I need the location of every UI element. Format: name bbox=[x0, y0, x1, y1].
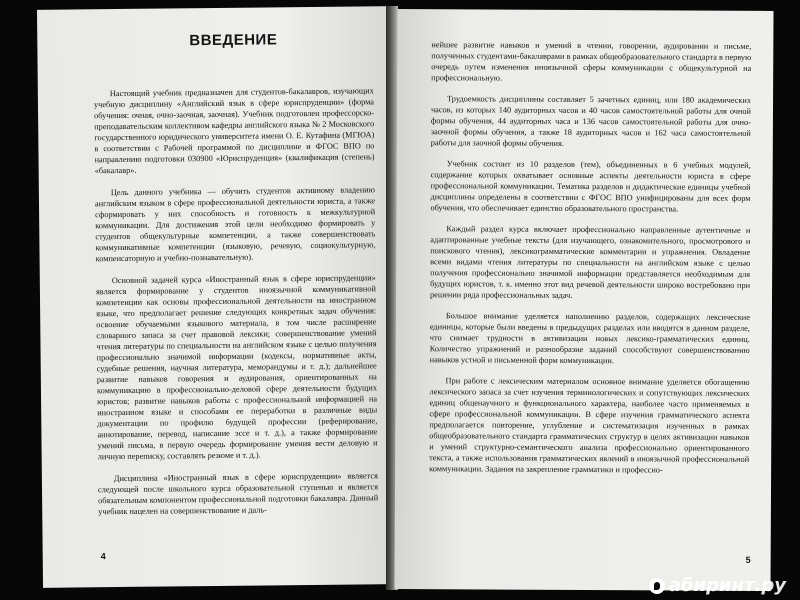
paragraph: Учебник состоит из 10 разделов (тем), объединенных в 6 учебных модулей, содержание которых охватывает основные аспекты деятельности юриста в сфере профессиональной коммуникации. Тематика разделов и дидактические единицы учебной дисциплины определены в соответствии с ФГОС ВПО унифицированы для всех форм обучения, что обеспечивает единство образовательного пространства. bbox=[430, 159, 751, 214]
paragraph: Большое внимание уделяется наполнению разделов, содержащих лексические единицы, которые были введены в предыдущих разделах или вводятся в данном разделе, что снимает трудности в активизации новых лексико-грамматических единиц. Количество упражнений и разнообразие заданий способствуют совершенствованию навыков устной и письменной форм коммуникации. bbox=[429, 311, 750, 366]
watermark-text: абиринт.ру bbox=[668, 575, 786, 596]
bleed-through-text bbox=[133, 16, 373, 41]
paragraph: Дисциплина «Иностранный язык в сфере юриспруденции» является следующей после школьного курса образовательной ступенью и является обязательным компонентом профессиональной подготовки бакалавра. Данный учебник нацелен на совершенствование и даль- bbox=[97, 471, 379, 517]
labirint-logo-icon bbox=[649, 578, 665, 594]
paragraph: При работе с лексическим материалом основное внимание уделяется обогащению лексического запаса за счет изучения терминологических и сопутствующих лексических единиц общенаучного и функционального характера, наиболее часто применяемых в сфере профессиональной коммуникации. В сфере изучения грамматического аспекта предполагается повторение, углубление и систематизация изученных в рамках общеобразовательного стандарта грамматических структур в целях активизации навыков и умений структурно-семантического анализа профессионально ориентированного текста, а также использования грамматических явлений в иноязычной профессиональной коммуникации. Задания на закрепление грамматики и профессио- bbox=[429, 376, 750, 475]
right-page bbox=[394, 9, 773, 591]
paragraph: Настоящий учебник предназначен для студентов-бакалавров, изучающих учебную дисциплину «Английский язык в сфере юриспруденции» (форма обучения: очная, очно-заочная, заочная). Учебник подготовлен профессорско-преподавательским коллективом кафедры английского языка № 2 Московского государственного юридического университета имени О. Е. Кутафина (МГЮА) в соответствии с Рабочей программой по дисциплине и ФГОС ВПО по направлению подготовки 030900 «Юриспруденция» (квалификация (степень) «бакалавр». bbox=[93, 86, 375, 176]
paragraph: нейшее развитие навыков и умений в чтении, говорении, аудировании и письме, полученных студентами-бакалаврами в рамках общеобразовательного стандарта в первую очередь путем изменения иноязычной сферы коммуникации с общекультурной на профессиональную. bbox=[431, 40, 752, 83]
left-page bbox=[37, 6, 393, 588]
page-number: 5 bbox=[745, 554, 751, 565]
page-number: 4 bbox=[100, 551, 106, 562]
paragraph: Трудоемкость дисциплины составляет 5 зачетных единиц, или 180 академических часов, из которых 140 аудиторных часов и 40 часов самостоятельной работы для очной формы обучения, 44 аудиторных часа и 136 часов самостоятельной работы для очно-заочной формы обучения, а также 18 аудиторных часов и 162 часа самостоятельной работы для заочной формы обучения. bbox=[430, 94, 752, 148]
page-title: ВВЕДЕНИЕ bbox=[189, 31, 278, 50]
paragraph: Основной задачей курса «Иностранный язык в сфере юриспруденции» является формирование у студентов иноязычной коммуникативной компетенции как основы профессиональной деятельности на иностранном языке, что предполагает решение следующих конкретных задач обучения: освоение обучаемыми языкового материала, в том числе расширение словарного запаса за счет правовой лексики; совершенствование умений чтения литературы по специальности на английском языке с целью получения профессионально значимой информации (кодексы, нормативные акты, судебные решения, научная литература, меморандумы и т. д.); дальнейшее развитие навыков говорения и аудирования, ориентированных на коммуникацию в профессионально-деловой сфере деятельности будущих юристов; развитие навыков работы с профессиональной информацией на иностранном языке и способами ее переработки в различные виды документации по профилю будущей профессии (реферирование, аннотирование, перевод, написание эссе и т. д.), а также формирование умений письма, в первую очередь формирование умения вести деловую и личную переписку, составлять резюме и т. д.). bbox=[95, 273, 378, 462]
paragraph: Цель данного учебника — обучить студентов активному владению английским языком в сфере профессиональной деятельности юриста, а также сформировать у них способность и готовность к межкультурной коммуникации. Для достижения этой цели необходимо формировать у студентов общекультурные компетенции, а также совершенствовать коммуникативные компетенции (языковую, речевую, социокультурную, компенсаторную и учебно-познавательную). bbox=[94, 185, 376, 264]
watermark bbox=[649, 575, 786, 596]
paragraph: Каждый раздел курса включает профессионально направленные аутентичные и адаптированные учебные тексты (для изучающего, ознакомительного, просмотрового и поискового чтения), лексикограмматические комментарии и упражнения. Овладение всеми видами чтения литературы по специальности на английском языке с целью получения профессионально значимой информации представляется необходимым для будущих юристов, т. к. именно этот вид речевой деятельности широко востребовано при решении ряда профессиональных задач. bbox=[430, 224, 751, 300]
